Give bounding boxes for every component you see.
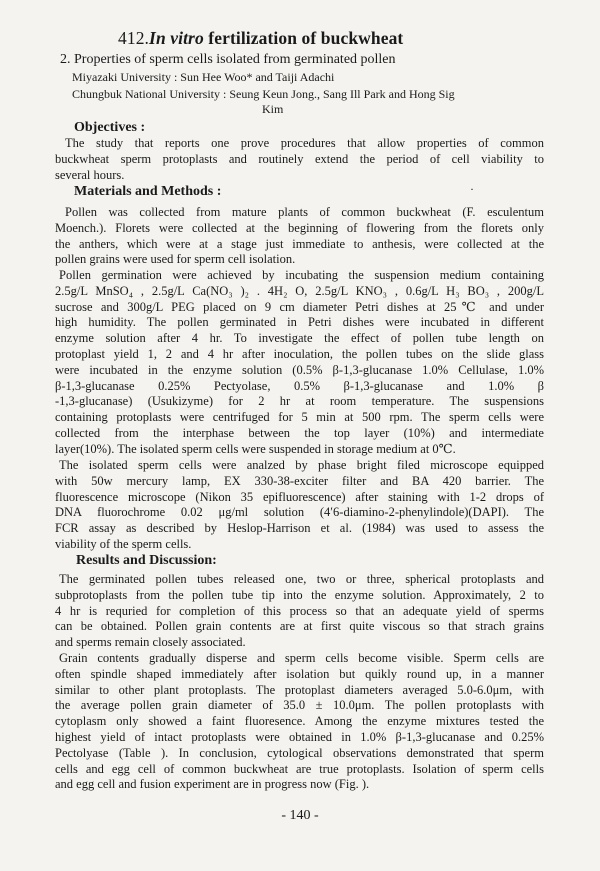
text-line: were incubated in the enzyme solution (0.5% β-1,3-glucanase 1.0% Cellulase, 1.0% — [55, 362, 544, 377]
text-line: buckwheat sperm protoplasts and routinely extend the period of cell viability to — [55, 151, 544, 166]
text-line: subprotoplasts from the pollen tube tip into the enzyme solution. Approximately, 2 to — [55, 587, 544, 602]
methods-paragraph-2 — [55, 268, 544, 458]
text-line: -1,3-glucanase) (Usukizyme) for 2 hr at room temperature. The suspensions — [55, 394, 544, 409]
text-line: cells and egg cell of common buckwheat are true protoplasts. Isolation of sperm cells — [55, 761, 544, 776]
text-line: FCR assay as described by Heslop-Harrison et al. (1984) was used to assess the — [55, 521, 544, 536]
methods-heading: Materials and Methods : — [74, 184, 222, 199]
text-line: The study that reports one prove procedures that allow properties of common — [65, 136, 544, 150]
text-line: DNA fluorochrome 0.02 μg/ml solution (4′6-diamino-2-phenylindole)(DAPI). The — [55, 505, 544, 520]
title-number: 412. — [118, 28, 150, 48]
stray-dot: · — [470, 182, 474, 196]
text-line: the anthers, which were at a stage just immediate to anthesis, were collected at the — [55, 236, 544, 251]
text-line: can be obtained. Pollen grain contents are at first quite viscous so that strach grains — [55, 619, 544, 634]
text-line: β-1,3-glucanase 0.25% Pectyolase, 0.5% β-1,3-glucanase and 1.0% β — [55, 378, 544, 393]
results-paragraph-1 — [55, 572, 544, 651]
text-line: several hours. — [55, 167, 125, 182]
text-line: viability of the sperm cells. — [55, 536, 192, 551]
text-line: The isolated sperm cells were analzed by phase bright filed microscope equipped — [59, 458, 544, 472]
text-line: enzyme solution after 4 hr. To investigate the effect of pollen tube length on — [55, 331, 544, 346]
affiliation-line: Miyazaki University : Sun Hee Woo* and Taiji Adachi — [72, 70, 335, 84]
text-line: fluorescence microscope (Nikon 35 epifluorescence) after staining with 1-2 drops of — [55, 489, 544, 504]
objectives-paragraph — [55, 136, 544, 183]
text-line: 4 hr is requried for completion of this process so that an adequate yield of sperms — [55, 603, 544, 618]
paper-title — [118, 28, 558, 49]
text-line: protoplast yield 1, 2 and 4 hr after inoculation, the pollen tubes on the slide glass — [55, 346, 544, 361]
text-line: the average pollen grain diameter of 35.0 ± 10.0μm. The pollen protoplasts with — [55, 698, 544, 713]
affiliation-line: Kim — [262, 102, 284, 116]
page-number: - 140 - — [281, 808, 319, 823]
text-line: 2.5g/L MnSO₄ , 2.5g/L Ca(NO₃ )₂ . 4H₂ O, 2.5g/L KNO₃ , 0.6g/L H₃ BO₃ , 200g/L — [55, 283, 544, 298]
text-line: with 50w mercury lamp, EX 330-38-exciter filter and BA 420 barrier. The — [55, 473, 544, 488]
text-line: and sperms remain closely associated. — [55, 635, 246, 650]
objectives-heading: Objectives : — [74, 120, 146, 135]
text-line: Grain contents gradually disperse and sperm cells become visible. Sperm cells are — [59, 651, 544, 665]
text-line: containing protoplasts were centrifuged for 5 min at 500 rpm. The sperm cells were — [55, 410, 544, 425]
text-line: Pollen was collected from mature plants of common buckwheat (F. esculentum — [65, 205, 544, 219]
text-line: highest yield of intact protoplasts were obtained in 1.0% β-1,3-glucanase and 0.25% — [55, 729, 544, 744]
results-heading: Results and Discussion: — [76, 553, 217, 568]
text-line: Moench.). Florets were collected at the beginning of flowering from the florets only — [55, 220, 544, 235]
text-line: often spindle shaped immediately after isolation but quikly round up, in a manner — [55, 666, 544, 681]
text-line: collected from the interphase between the top layer (10%) and intermediate — [55, 425, 544, 440]
results-paragraph-2 — [55, 651, 544, 793]
text-line: pollen grains were used for sperm cell isolation. — [55, 252, 296, 267]
text-line: and egg cell and fusion experiment are in progress now (Fig. ). — [55, 777, 370, 792]
text-line: cytoplasm only showed a faint fluoresence. Among the enzyme mixtures tested the — [55, 714, 544, 729]
affiliation-line: Chungbuk National University : Seung Keun Jong., Sang Ill Park and Hong Sig — [72, 87, 455, 101]
text-line: The germinated pollen tubes released one, two or three, spherical protoplasts and — [59, 572, 544, 586]
methods-paragraph-3 — [55, 458, 544, 553]
methods-paragraph-1 — [55, 205, 544, 268]
text-line: similar to other plant protoplasts. The protoplast diameters averaged 5.0-6.0μm, with — [55, 682, 544, 697]
paper-subtitle: 2. Properties of sperm cells isolated from germinated pollen — [60, 52, 396, 67]
text-line: high humidity. The pollen germinated in Petri dishes were incubated in different — [55, 315, 544, 330]
text-line: sucrose and 300g/L PEG placed on 9 cm diameter Petri dishes at 25℃ and under — [55, 299, 544, 314]
title-italic: In vitro — [149, 28, 204, 48]
text-line: Pectolyase (Table ). In conclusion, cytological observations demonstrated that sperm — [55, 745, 544, 760]
title-rest: fertilization of buckwheat — [203, 28, 404, 48]
text-line: layer(10%). The isolated sperm cells were suspended in storage medium at 0℃. — [55, 441, 456, 456]
text-line: Pollen germination were achieved by incubating the suspension medium containing — [59, 268, 544, 282]
